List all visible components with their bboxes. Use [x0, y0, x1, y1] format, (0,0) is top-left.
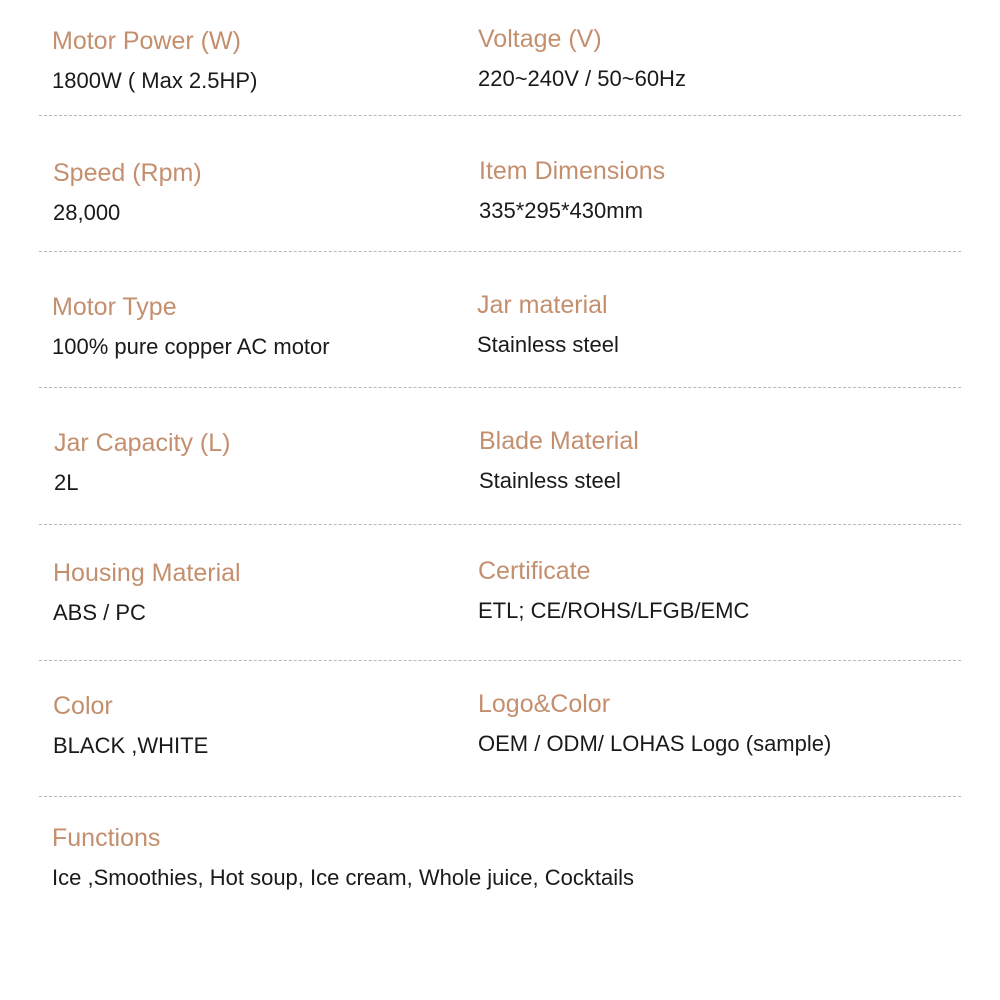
- spec-label: Housing Material: [53, 559, 241, 587]
- spec-motor-power: [52, 26, 257, 95]
- spec-value: 28,000: [53, 200, 121, 225]
- spec-label: Certificate: [478, 557, 591, 585]
- spec-value: Stainless steel: [477, 332, 619, 357]
- spec-value: ABS / PC: [53, 600, 146, 625]
- spec-color: [53, 691, 208, 760]
- spec-functions: [52, 823, 634, 892]
- spec-label: Color: [53, 692, 113, 720]
- spec-jar-capacity: [54, 428, 230, 497]
- spec-label: Jar material: [477, 291, 608, 319]
- spec-jar-material: [477, 290, 619, 359]
- spec-label: Motor Power (W): [52, 27, 241, 55]
- spec-label: Functions: [52, 824, 161, 852]
- spec-logo-color: [478, 689, 831, 758]
- spec-label: Speed (Rpm): [53, 159, 202, 187]
- spec-value: 100% pure copper AC motor: [52, 334, 330, 359]
- spec-label: Motor Type: [52, 293, 177, 321]
- spec-dimensions: [479, 156, 665, 225]
- spec-label: Logo&Color: [478, 690, 611, 718]
- spec-label: Blade Material: [479, 427, 639, 455]
- row-divider: [39, 115, 961, 116]
- spec-value: 2L: [54, 470, 79, 495]
- spec-certificate: [478, 556, 749, 625]
- spec-value: Ice ,Smoothies, Hot soup, Ice cream, Whole juice, Cocktails: [52, 865, 635, 890]
- spec-value: Stainless steel: [479, 468, 621, 493]
- spec-value: OEM / ODM/ LOHAS Logo (sample): [478, 731, 832, 756]
- spec-blade-material: [479, 426, 639, 495]
- spec-voltage: [478, 24, 686, 93]
- spec-value: ETL; CE/ROHS/LFGB/EMC: [478, 598, 750, 623]
- spec-label: Jar Capacity (L): [54, 429, 231, 457]
- row-divider: [39, 387, 961, 388]
- spec-value: 1800W ( Max 2.5HP): [52, 68, 258, 93]
- spec-motor-type: [52, 292, 330, 361]
- spec-speed: [53, 158, 202, 227]
- row-divider: [39, 660, 961, 661]
- row-divider: [39, 524, 961, 525]
- spec-value: BLACK ,WHITE: [53, 733, 209, 758]
- spec-value: 335*295*430mm: [479, 198, 643, 223]
- spec-value: 220~240V / 50~60Hz: [478, 66, 686, 91]
- row-divider: [39, 251, 961, 252]
- spec-label: Voltage (V): [478, 25, 602, 53]
- row-divider: [39, 796, 961, 797]
- spec-housing-material: [53, 558, 241, 627]
- spec-label: Item Dimensions: [479, 157, 666, 185]
